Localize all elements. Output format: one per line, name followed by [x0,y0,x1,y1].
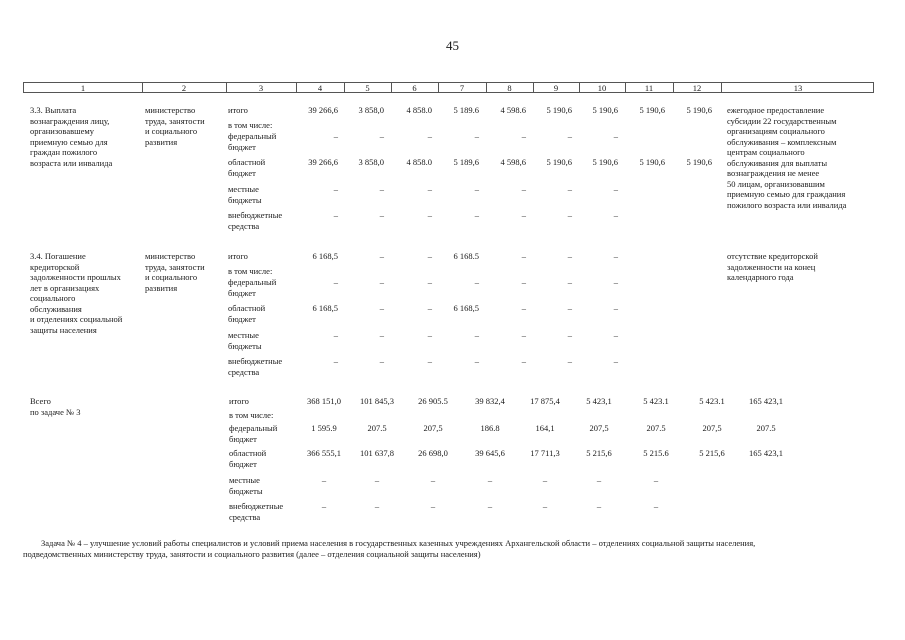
measure-1-value-cell: 5 190,6 [686,105,712,115]
measure-2-value-cell: – [567,277,572,287]
measure-2-expected-result-line: задолженности на конец [727,261,816,272]
total-source-label: в том числе: [229,410,274,420]
measure-1-value-cell: – [379,210,384,220]
measure-2-source-label: федеральный [228,277,277,287]
measure-2-value-cell: – [379,356,384,366]
total-value-cell: 1 595.9 [311,423,337,433]
measure-1-executor-line: и социального [145,126,198,136]
total-source-label: федеральный [229,423,278,433]
measure-1-value-cell: – [613,131,618,141]
measure-2-value-cell: 6 168,5 [312,251,338,261]
measure-2-executor-line: и социального [145,272,198,282]
total-source-label: внебюджетные [229,501,284,511]
total-value-cell: – [542,475,548,485]
measure-2-value-cell: 6 168.5 [453,251,479,261]
total-value-cell: – [430,501,436,511]
measure-2-value-cell: – [379,277,384,287]
measure-1-value-cell: 4 858.0 [406,105,432,115]
measure-2-value-cell: – [333,356,338,366]
measure-1-source-label: внебюджетные [228,210,283,220]
measure-1-value-cell: – [474,184,479,194]
total-value-cell: 17 875,4 [530,396,560,406]
measure-1-value-cell: 5 190,6 [592,105,618,115]
measure-1-value-cell: – [567,131,572,141]
measure-2-value-cell: – [613,330,618,340]
measure-1-source-label: в том числе: [228,120,273,130]
total-value-cell: – [321,475,327,485]
total-value-cell: – [653,501,659,511]
measure-1-value-cell: – [521,184,526,194]
total-value-cell: – [430,475,436,485]
total-value-cell: – [487,501,493,511]
measure-2-name-line: социального [30,293,76,303]
total-value-cell: – [321,501,327,511]
header-cell-13: 13 [793,83,803,93]
measure-2-source-label: областной [228,303,266,313]
measure-1-value-cell: – [333,210,338,220]
header-cell-12: 12 [692,83,702,93]
header-cell-7: 7 [459,83,465,93]
measure-2-source-label: внебюджетные [228,356,283,366]
measure-1-expected-result-line: приемную семью для граждания [727,189,846,199]
total-value-cell: 5 423.1 [699,396,725,406]
measure-1-value-cell: – [474,131,479,141]
measure-2-source-label: итого [228,251,248,261]
measure-1-expected-result-line: обслуживания для выплаты [727,157,828,168]
total-value-cell: – [487,475,493,485]
measure-1-expected-result-line: организациям социального [727,126,825,136]
measure-2-value-cell: – [567,330,572,340]
measure-2-value-cell: 6 168,5 [453,303,479,313]
measure-1-value-cell: 5 190,6 [639,105,665,115]
measure-1-source-label: бюджет [228,167,256,178]
measure-2-value-cell: – [613,277,618,287]
measure-1-executor-line: министерство [145,105,196,115]
total-source-label: бюджет [229,458,257,469]
measure-2-value-cell: – [427,277,432,287]
measure-1-value-cell: – [521,131,526,141]
measure-2-value-cell: – [567,356,572,366]
measure-1-value-cell: – [567,210,572,220]
measure-1-value-cell: – [379,184,384,194]
total-value-cell: – [653,475,659,485]
measure-1-value-cell: – [521,210,526,220]
measure-1-value-cell: – [427,210,432,220]
header-cell-10: 10 [597,83,607,93]
measure-2-name-line: защиты населения [30,324,97,335]
measure-1-value-cell: 4 858.0 [406,157,432,167]
header-cell-8: 8 [507,83,512,93]
measure-1-source-label: местные [228,184,259,194]
total-label-line: Всего [30,396,51,406]
measure-2-name-line: 3.4. Погашение [30,251,86,261]
measure-1-value-cell: – [333,184,338,194]
measure-2-value-cell: – [567,303,572,313]
measure-1-expected-result-line: 50 лицам, организовавшим [727,178,825,189]
page-number: 45 [446,38,459,53]
measure-1-name-line: граждан пожилого [30,147,98,157]
measure-2-value-cell: – [613,356,618,366]
header-cell-6: 6 [412,83,417,93]
measure-2-expected-result-line: отсутствие кредиторской [727,251,818,261]
total-value-cell: 5 423,1 [586,396,612,406]
measure-1-value-cell: 5 190,6 [639,157,665,167]
measure-2-value-cell: 6 168,5 [312,303,338,313]
measure-2-value-cell: – [567,251,572,261]
footer-line: Задача № 4 – улучшение условий работы специалистов и условий приема населения в государственных казенных учреждениях Архангельской области – отделениях социальной защиты населения, [41,538,756,548]
total-value-cell: 5 215,6 [699,448,725,458]
measure-2-value-cell: – [613,303,618,313]
measure-2-value-cell: – [333,277,338,287]
measure-2-value-cell: – [474,356,479,366]
total-value-cell: 5 215,6 [586,448,612,458]
total-value-cell: 101 845,3 [360,396,394,406]
measure-2-source-label: бюджеты [228,340,262,351]
measure-1-source-label: областной [228,157,266,167]
measure-1-source-label: средства [228,220,260,231]
measure-1-source-label: бюджеты [228,194,262,205]
measure-1-value-cell: – [613,210,618,220]
measure-1-value-cell: – [474,210,479,220]
total-value-cell: 207.5 [367,423,387,433]
total-value-cell: 39 645,6 [475,448,505,458]
measure-1-value-cell: 39 266,6 [308,157,338,167]
measure-1-source-label: федеральный [228,131,277,141]
measure-1-name-line: 3.3. Выплата [30,105,77,115]
measure-1-expected-result-line: ежегодное предоставление [727,105,825,115]
total-value-cell: 26 698,0 [418,448,448,458]
measure-1-value-cell: 5 190,6 [546,105,572,115]
total-value-cell: – [542,501,548,511]
header-cell-2: 2 [181,83,187,93]
total-value-cell: 207,5 [423,423,443,433]
total-value-cell: 165 423,1 [749,396,783,406]
measure-1-name-line: приемную семью для [30,136,108,147]
measure-2-value-cell: – [474,330,479,340]
total-source-label: бюджет [229,433,257,444]
measure-1-value-cell: – [427,131,432,141]
header-cell-1: 1 [80,83,86,93]
total-value-cell: 207,5 [702,423,722,433]
total-value-cell: 207.5 [756,423,776,433]
measure-1-expected-result-line: субсидии 22 государственным [727,115,837,126]
measure-1-name-line: организовавшему [30,126,95,136]
measure-2-executor-line: труда, занятости [145,261,205,272]
measure-2-value-cell: – [379,251,384,261]
footer-line: подведомственных министерству труда, занятости и социального развития (далее – отделения социальной защиты населения) [23,549,481,559]
measure-1-value-cell: – [333,131,338,141]
total-source-label: средства [229,511,261,522]
measure-1-value-cell: – [613,184,618,194]
total-value-cell: 186.8 [480,423,500,433]
measure-2-value-cell: – [379,303,384,313]
measure-2-value-cell: – [427,330,432,340]
total-value-cell: 207,5 [589,423,609,433]
measure-1-value-cell: 4 598,6 [500,157,526,167]
total-value-cell: – [596,475,602,485]
total-value-cell: 5 423.1 [643,396,669,406]
total-value-cell: 164,1 [535,423,555,433]
header-cell-9: 9 [553,83,559,93]
measure-2-executor-line: министерство [145,251,196,261]
measure-1-value-cell: – [427,184,432,194]
measure-2-value-cell: – [427,251,432,261]
total-value-cell: 5 215.6 [643,448,669,458]
total-value-cell: 207.5 [646,423,666,433]
total-value-cell: 165 423,1 [749,448,783,458]
measure-1-value-cell: – [567,184,572,194]
measure-2-source-label: в том числе: [228,266,273,276]
measure-2-value-cell: – [427,303,432,313]
measure-2-value-cell: – [521,356,526,366]
measure-2-name-line: и отделениях социальной [30,314,123,324]
measure-2-source-label: бюджет [228,287,256,298]
header-cell-5: 5 [365,83,370,93]
total-value-cell: – [374,475,380,485]
total-value-cell: 366 555,1 [307,448,341,458]
measure-2-value-cell: – [521,251,526,261]
total-value-cell: – [374,501,380,511]
total-value-cell: 17 711,3 [530,448,560,458]
measure-2-value-cell: – [427,356,432,366]
measure-2-name-line: обслуживания [30,303,82,314]
measure-1-source-label: бюджет [228,141,256,152]
measure-1-name-line: вознаграждения лицу, [30,115,110,126]
total-source-label: бюджеты [229,485,263,496]
measure-2-source-label: бюджет [228,313,256,324]
measure-1-value-cell: 5 190,6 [546,157,572,167]
measure-1-value-cell: 39 266,6 [308,105,338,115]
measure-1-value-cell: 5 189.6 [453,105,479,115]
measure-2-executor-line: развития [145,282,178,293]
measure-1-value-cell: 4 598.6 [500,105,526,115]
total-value-cell: 368 151,0 [307,396,341,406]
total-source-label: итого [229,396,249,406]
measure-2-expected-result-line: календарного года [727,272,794,282]
measure-2-value-cell: – [613,251,618,261]
measure-1-value-cell: 5 190,6 [592,157,618,167]
measure-2-name-line: кредиторской [30,261,80,272]
measure-2-name-line: лет в организациях [30,282,100,293]
header-cell-4: 4 [317,83,323,93]
measure-1-expected-result-line: вознаграждения не менее [727,168,820,178]
measure-2-value-cell: – [521,330,526,340]
measure-2-value-cell: – [379,330,384,340]
measure-1-value-cell: 5 190,6 [686,157,712,167]
measure-1-value-cell: 3 858,0 [358,157,384,167]
measure-2-value-cell: – [474,277,479,287]
measure-1-executor-line: труда, занятости [145,115,205,126]
measure-2-value-cell: – [333,330,338,340]
measure-2-source-label: средства [228,366,260,377]
header-cell-11: 11 [644,83,654,93]
total-value-cell: – [596,501,602,511]
measure-1-expected-result-line: обслуживания – комплексным [727,136,837,147]
measure-1-executor-line: развития [145,136,178,147]
total-source-label: областной [229,448,267,458]
total-source-label: местные [229,475,260,485]
header-cell-3: 3 [258,83,264,93]
measure-2-name-line: задолженности прошлых [30,272,121,282]
measure-1-expected-result-line: пожилого возраста или инвалида [727,199,847,210]
total-value-cell: 39 832,4 [475,396,505,406]
measure-1-value-cell: 3 858,0 [358,105,384,115]
measure-1-value-cell: – [379,131,384,141]
measure-1-expected-result-line: центрам социального [727,147,805,157]
total-value-cell: 26 905.5 [418,396,448,406]
measure-2-source-label: местные [228,330,259,340]
measure-2-value-cell: – [521,303,526,313]
column-header-row [23,82,874,93]
measure-1-source-label: итого [228,105,248,115]
measure-1-value-cell: 5 189,6 [453,157,479,167]
measure-1-name-line: возраста или инвалида [30,157,113,168]
total-label-line: по задаче № 3 [30,406,81,417]
total-value-cell: 101 637,8 [360,448,394,458]
measure-2-value-cell: – [521,277,526,287]
